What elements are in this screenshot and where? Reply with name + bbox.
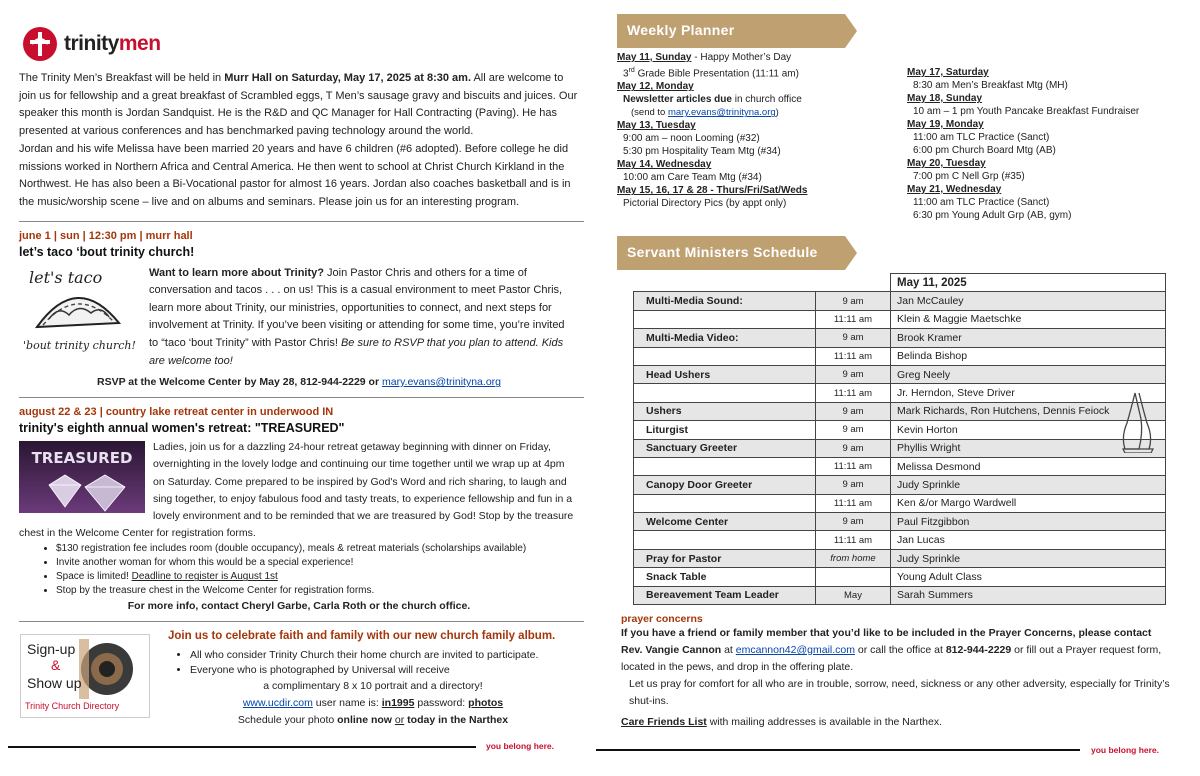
directory-section xyxy=(14,630,584,729)
servant-schedule-table xyxy=(633,273,1166,605)
table-row xyxy=(634,549,1166,567)
taco-event-title: let’s taco ‘bout trinity church! xyxy=(19,244,195,259)
directory-title: Join us to celebrate faith and family with our new church family album. xyxy=(168,630,556,643)
role-cell xyxy=(634,531,816,549)
volunteer-cell: Paul Fitzgibbon xyxy=(891,513,1166,531)
directory-signup-graphic: Sign-up & Show up Trinity Church Directory xyxy=(20,634,150,718)
divider xyxy=(19,621,584,622)
volunteer-cell: Sarah Summers xyxy=(891,586,1166,604)
role-cell: Multi-Media Sound: xyxy=(634,292,816,310)
table-row xyxy=(634,457,1166,475)
svg-text:'bout trinity church!: 'bout trinity church! xyxy=(23,338,136,352)
list-item: • Stop by the treasure chest in the Welcome Center for registration forms. xyxy=(56,584,584,598)
praying-hands-icon xyxy=(1109,389,1165,456)
volunteer-cell: Jan Lucas xyxy=(891,531,1166,549)
list-item: • Everyone who is photographed by Universal will receive xyxy=(190,663,578,678)
prayer-email-link[interactable]: emcannon42@gmail.com xyxy=(735,644,855,657)
table-row xyxy=(634,329,1166,347)
table-row xyxy=(634,439,1166,457)
taco-event-meta: june 1 | sun | 12:30 pm | murr hall xyxy=(19,229,193,242)
table-row xyxy=(634,568,1166,586)
schedule-date: May 11, 2025 xyxy=(891,274,1166,292)
list-item: • All who consider Trinity Church their home church are invited to participate. xyxy=(190,648,578,663)
weekly-planner-banner: Weekly Planner xyxy=(617,14,857,48)
footer-tagline-left: you belong here. xyxy=(486,741,555,751)
role-cell: Canopy Door Greeter xyxy=(634,476,816,494)
divider xyxy=(19,397,584,398)
prayer-concerns-title: prayer concerns xyxy=(621,613,703,626)
list-item: • Invite another woman for whom this would be a special experience! xyxy=(56,556,584,570)
retreat-contact: For more info, contact Cheryl Garbe, Carla Roth or the church office. xyxy=(127,600,471,613)
role-cell: Multi-Media Video: xyxy=(634,329,816,347)
footer-rule-right xyxy=(596,749,1080,751)
time-cell: 9 am xyxy=(816,513,891,531)
directory-login: www.ucdir.com user name is: in1995 password: photos xyxy=(242,697,504,710)
volunteer-cell: Jan McCauley xyxy=(891,292,1166,310)
volunteer-cell: Young Adult Class xyxy=(891,568,1166,586)
time-cell: 9 am xyxy=(816,402,891,420)
svg-text:let's taco: let's taco xyxy=(29,267,103,287)
role-cell: Snack Table xyxy=(634,568,816,586)
volunteer-cell: Belinda Bishop xyxy=(891,347,1166,365)
time-cell: 11:11 am xyxy=(816,457,891,475)
planner-column-1: May 11, Sunday - Happy Mother’s Day 3rd Grade Bible Presentation (11:11 am) May 12, Monday Newsletter articles due in church office (send to mary.evans@trinityna.org) May 13, Tuesday 9:00 am – noon Looming (#32) 5:30 pm Hospitality Team Mtg (#34) May 14, Wednesday 10:00 am Care Team Mtg (#34) May 15, 16, 17 & 28 - Thurs/Fri/Sat/Weds Pictorial Directory Pics (by appt only) xyxy=(617,52,808,210)
retreat-bullets xyxy=(44,542,584,598)
prayer-concerns: If you have a friend or family member that you’d like to be included in the Prayer Concerns, please contact Rev. Vangie Cannon at emcannon42@gmail.com or call the office at 812-944-2229 or fill out a Prayer request form, located in the pews, and drop in the offering plate. Let us pray for comfort for all who are in trouble, sorrow, need, sickness or any other adversity, especially for Trinity’s shut-ins. Care Friends List with mailing addresses is available in the Narthex. xyxy=(621,627,1170,729)
taco-event xyxy=(14,230,584,389)
time-cell: 9 am xyxy=(816,476,891,494)
time-cell: May xyxy=(816,586,891,604)
list-item: • $130 registration fee includes room (double occupancy), meals & retreat materials (scholarships available) xyxy=(56,542,584,556)
table-row xyxy=(634,586,1166,604)
directory-bullets xyxy=(168,648,578,678)
treasured-image xyxy=(19,441,145,513)
table-row xyxy=(634,347,1166,365)
retreat-event-title: trinity's eighth annual women's retreat: "TREASURED" xyxy=(19,421,345,436)
role-cell xyxy=(634,494,816,512)
trinitymen-logo xyxy=(22,22,584,66)
time-cell: 9 am xyxy=(816,439,891,457)
role-cell: Head Ushers xyxy=(634,365,816,383)
left-column xyxy=(14,22,584,729)
role-cell: Sanctuary Greeter xyxy=(634,439,816,457)
time-cell: 11:11 am xyxy=(816,494,891,512)
volunteer-cell: Mark Richards, Ron Hutchens, Dennis Feiock xyxy=(891,402,1166,420)
footer-rule-left xyxy=(8,746,476,748)
time-cell: 11:11 am xyxy=(816,384,891,402)
table-row xyxy=(634,513,1166,531)
retreat-description: TREASURED Ladies, join us for a dazzling 24-hour retreat getaway beginning with dinner on Friday, overnighting in the lovely lodge and continuing our time together until we wrap up at 4pm on Saturday. Come prepared to be inspired by God's Word and rich sharing, to laugh and sing together, to enjoy fabulous food and tasty treats, to experience fellowship and fun in a lovely environment and to be reminded that we are treasured by God! Stop by the treasure chest in the Welcome Center for registration forms. xyxy=(19,441,574,540)
svg-text:TREASURED: TREASURED xyxy=(31,449,133,468)
role-cell: Pray for Pastor xyxy=(634,549,816,567)
cross-logo-icon xyxy=(22,26,58,62)
table-row xyxy=(634,476,1166,494)
table-row xyxy=(634,421,1166,439)
role-cell: Ushers xyxy=(634,402,816,420)
retreat-event xyxy=(14,406,584,612)
role-cell xyxy=(634,384,816,402)
time-cell: 11:11 am xyxy=(816,531,891,549)
care-friends-list: Care Friends List xyxy=(621,716,707,729)
taco-illustration xyxy=(19,265,137,357)
volunteer-cell: Kevin Horton xyxy=(891,421,1166,439)
planner-column-2: May 17, Saturday 8:30 am Men’s Breakfast Mtg (MH) May 18, Sunday 10 am – 1 pm Youth Pancake Breakfast Fundraiser May 19, Monday 11:00 am TLC Practice (Sanct) 6:00 pm Church Board Mtg (AB) May 20, Tuesday 7:00 pm C Nell Grp (#35) May 21, Wednesday 11:00 am TLC Practice (Sanct) 6:30 pm Young Adult Grp (AB, gym) xyxy=(907,67,1140,221)
directory-schedule: Schedule your photo online now or today in the Narthex xyxy=(237,714,509,727)
volunteer-cell: Greg Neely xyxy=(891,365,1166,383)
role-cell xyxy=(634,310,816,328)
table-row xyxy=(634,310,1166,328)
table-row xyxy=(634,365,1166,383)
time-cell: 11:11 am xyxy=(816,347,891,365)
role-cell xyxy=(634,457,816,475)
volunteer-cell: Jr. Herndon, Steve Driver xyxy=(891,384,1166,402)
table-row xyxy=(634,402,1166,420)
volunteer-cell: Judy Sprinkle xyxy=(891,476,1166,494)
volunteer-cell: Brook Kramer xyxy=(891,329,1166,347)
breakfast-intro: The Trinity Men’s Breakfast will be held in Murr Hall on Saturday, May 17, 2025 at 8:30 am. All are welcome to join us for fellowship and a great breakfast of Scrambled eggs, T Men’s sausage gravy and biscuits and juices. Our speaker this month is Jordan Sandquist. He is the R&D and QC Manager for Hall Contracting (Paving). He has presented at various conferences and has benchmarked paving technology around the world. Jordan and his wife Melissa have been married 20 years and have 6 children (#6 adopted). Before college he did missions worked in Northern Africa and Central America. He then went to school at Christ Church Kirkland in the Northwest. He has also been a Bi-Vocational pastor for almost 16 years. Jordan also coaches basketball and is in the music/worship scene – live and on albums and seminars. Please join us for an interesting program. xyxy=(19,72,578,208)
volunteer-cell: Klein & Maggie Maetschke xyxy=(891,310,1166,328)
volunteer-cell: Phyllis Wright xyxy=(891,439,1166,457)
time-cell: 9 am xyxy=(816,292,891,310)
role-cell: Bereavement Team Leader xyxy=(634,586,816,604)
newsletter-email-link[interactable]: mary.evans@trinityna.org xyxy=(667,107,776,119)
directory-details: Join us to celebrate faith and family with our new church family album. • All who consider Trinity Church their home church are invited to participate. • Everyone who is photographed by Universal will receive a complimentary 8 x 10 portrait and a directory! www.ucdir.com user name is: in1995 password: photos Schedule your photo online now or today in the Narthex xyxy=(168,630,578,729)
volunteer-cell: Melissa Desmond xyxy=(891,457,1166,475)
time-cell: from home xyxy=(816,549,891,567)
ucdir-link[interactable]: www.ucdir.com xyxy=(242,697,313,710)
time-cell: 9 am xyxy=(816,329,891,347)
taco-description: Want to learn more about Trinity? Join Pastor Chris and others for a time of conversation and tacos . . . on us! This is a casual environment to meet Pastor Chris, learn more about Trinity, our ministries, opportunities to connect, and next steps for involvement at Trinity. If you’ve been visiting or attending for some time, you’re invited to “taco ‘bout Trinity” with Pastor Chris! Be sure to RSVP that you plan to attend. Kids are welcome too! xyxy=(149,266,565,367)
servant-schedule-banner: Servant Ministers Schedule xyxy=(617,236,857,270)
divider xyxy=(19,221,584,222)
rsvp-email-link[interactable]: mary.evans@trinityna.org xyxy=(381,376,501,389)
logo-wordmark: trinitymen xyxy=(64,32,161,55)
volunteer-cell: Judy Sprinkle xyxy=(891,549,1166,567)
table-row xyxy=(634,531,1166,549)
weekly-planner xyxy=(617,51,1183,222)
table-row xyxy=(634,384,1166,402)
table-row xyxy=(634,292,1166,310)
time-cell xyxy=(816,568,891,586)
footer-tagline-right: you belong here. xyxy=(1091,745,1160,755)
role-cell xyxy=(634,347,816,365)
taco-rsvp: RSVP at the Welcome Center by May 28, 812-944-2229 or mary.evans@trinityna.org xyxy=(96,376,501,389)
time-cell: 11:11 am xyxy=(816,310,891,328)
role-cell: Liturgist xyxy=(634,421,816,439)
role-cell: Welcome Center xyxy=(634,513,816,531)
table-row xyxy=(634,494,1166,512)
retreat-event-meta: august 22 & 23 | country lake retreat center in underwood IN xyxy=(19,406,334,419)
right-column xyxy=(617,14,1183,731)
volunteer-cell: Ken &/or Margo Wardwell xyxy=(891,494,1166,512)
time-cell: 9 am xyxy=(816,421,891,439)
list-item: • Space is limited! Deadline to register is August 1st xyxy=(56,570,584,584)
time-cell: 9 am xyxy=(816,365,891,383)
